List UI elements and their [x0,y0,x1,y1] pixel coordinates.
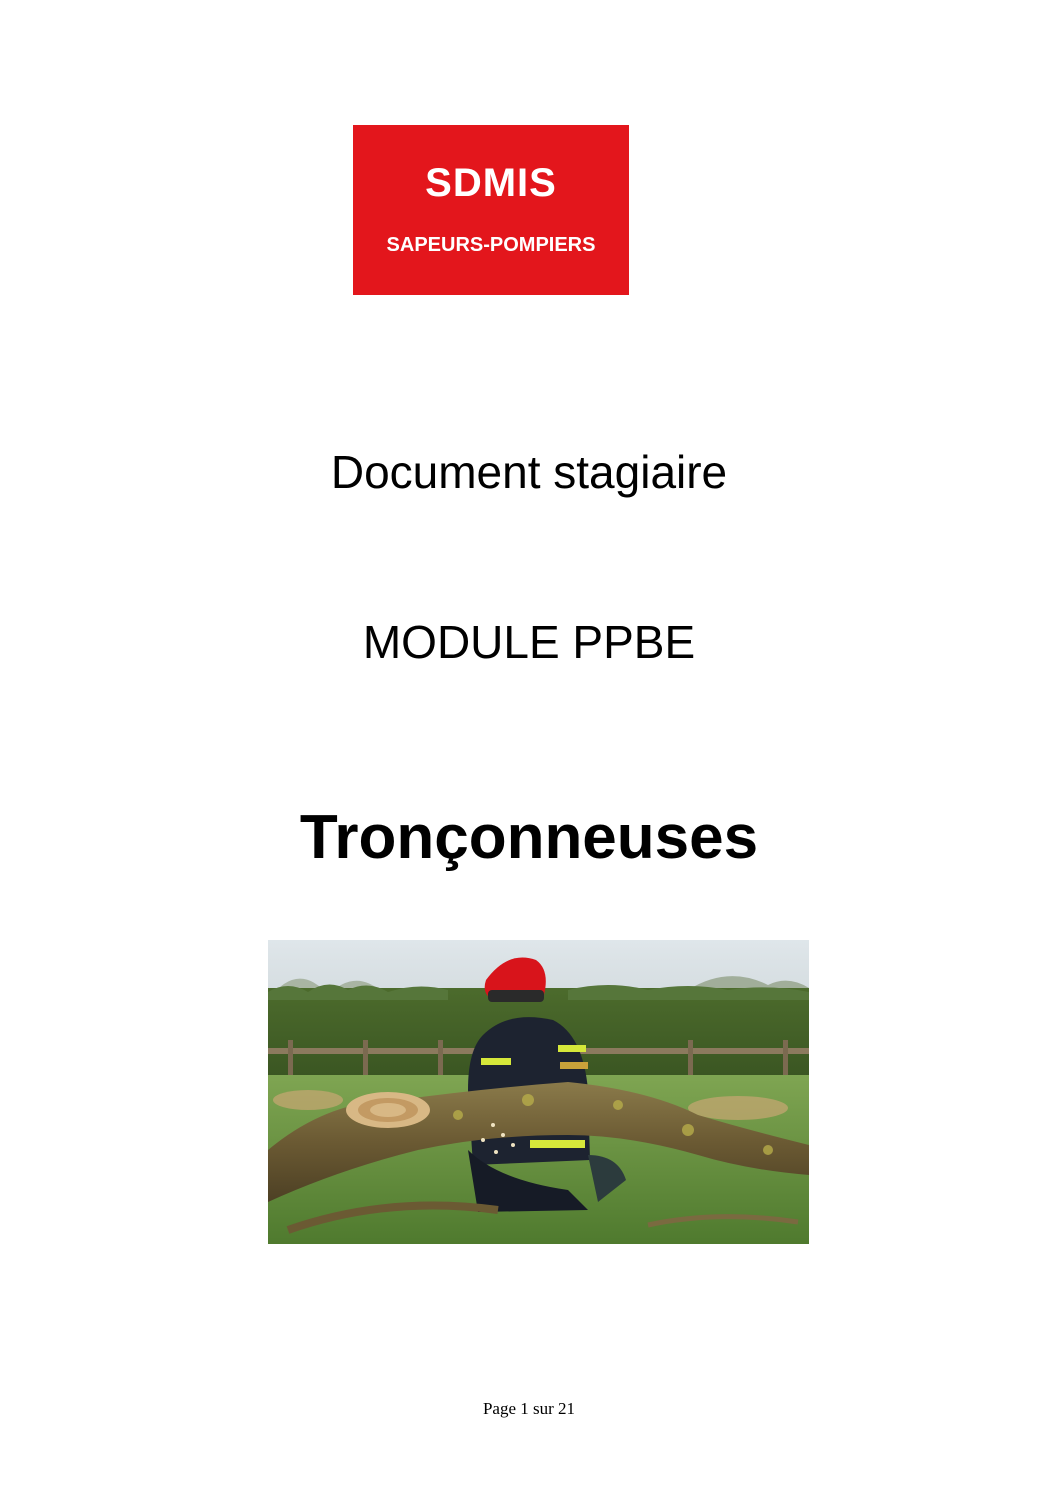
firefighter-chainsaw-photo [268,940,809,1244]
logo-subtitle: SAPEURS-POMPIERS [386,234,596,256]
sdmis-logo [353,125,629,295]
document-type: Document stagiaire [330,446,728,498]
module-name: MODULE PPBE [362,616,696,668]
page-title: Tronçonneuses [299,803,759,872]
page-number: Page 1 sur 21 [482,1399,576,1418]
logo-title: SDMIS [425,161,557,205]
